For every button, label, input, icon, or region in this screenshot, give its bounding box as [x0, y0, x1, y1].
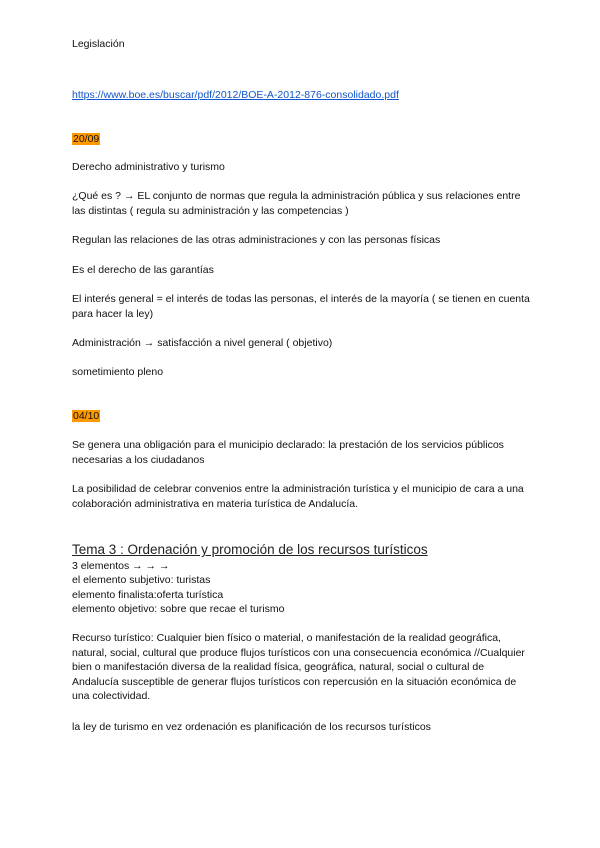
general-interest-paragraph: El interés general = el interés de todas las personas, el interés de la mayoría ( se tienen en cuenta para hacer la ley) — [72, 293, 530, 320]
obligation-paragraph: Se genera una obligación para el municipio declarado: la prestación de los servicios públicos necesarias a los ciudadanos — [72, 439, 504, 466]
date-highlight-2: 04/10 — [73, 410, 100, 422]
element-item: elemento objetivo: sobre que recae el turismo — [72, 603, 285, 615]
date-highlight-1: 20/09 — [73, 133, 100, 145]
document-title: Legislación — [72, 38, 125, 50]
agreements-paragraph: La posibilidad de celebrar convenios entre la administración turística y el municipio de cara a una colaboración administrativa en materia turística de Andalucía. — [72, 483, 524, 510]
administration-line: Administración → satisfacción a nivel general ( objetivo) — [72, 337, 333, 349]
relations-line: Regulan las relaciones de las otras administraciones y con las personas físicas — [72, 234, 441, 246]
boe-link[interactable]: https://www.boe.es/buscar/pdf/2012/BOE-A-2012-876-consolidado.pdf — [72, 89, 399, 101]
definition-paragraph: ¿Qué es ? → EL conjunto de normas que regula la administración pública y sus relaciones entre las distintas ( regula su administración y las competencias ) — [72, 190, 521, 217]
law-note-line: la ley de turismo en vez ordenación es planificación de los recursos turísticos — [72, 721, 431, 733]
subject-line: Derecho administrativo y turismo — [72, 161, 225, 173]
element-item: elemento finalista:oferta turística — [72, 589, 224, 601]
topic-heading: Tema 3 : Ordenación y promoción de los recursos turísticos — [72, 542, 428, 557]
resource-definition-paragraph: Recurso turístico: Cualquier bien físico o material, o manifestación de la realidad geográfica, natural, social, cultural que produce flujos turísticos con una consecuencia económica //Cualquier bien o manifestación diversa de la realidad física, geográfica, natural, social o cultural de Andalucía susceptible de generar flujos turísticos con repercusión en la situación económica de una colectividad. — [72, 632, 525, 702]
element-item: el elemento subjetivo: turistas — [72, 574, 211, 586]
guarantees-line: Es el derecho de las garantías — [72, 264, 214, 276]
submission-line: sometimiento pleno — [72, 366, 164, 378]
elements-intro: 3 elementos → → → — [72, 560, 170, 572]
